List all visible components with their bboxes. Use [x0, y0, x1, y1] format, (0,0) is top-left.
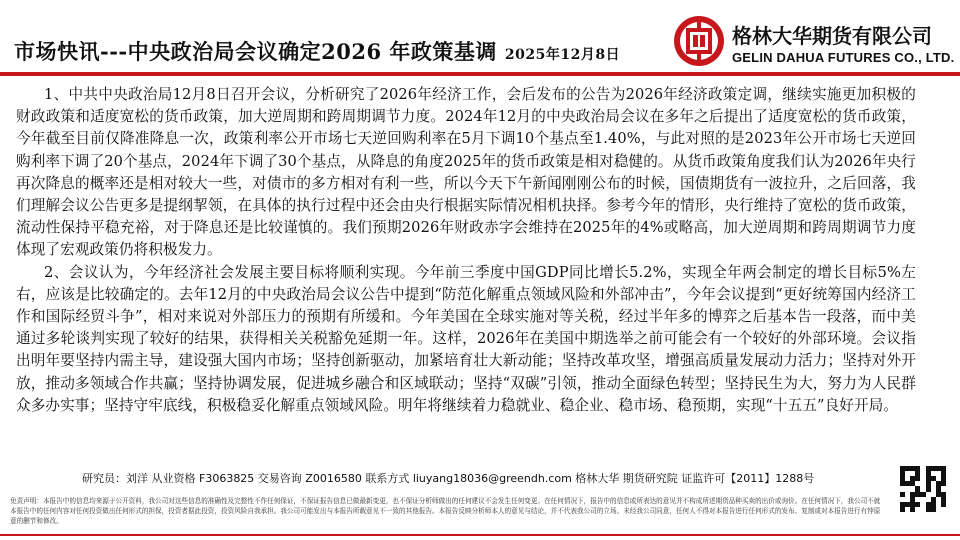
- header-divider: [0, 72, 960, 76]
- title-text: 市场快讯---中央政治局会议确定2026 年政策基调: [14, 39, 497, 64]
- brand-name-cn: 格林大华期货有限公司: [732, 24, 932, 48]
- header: [0, 0, 960, 74]
- footer-divider: [0, 534, 960, 536]
- page-title: [14, 36, 620, 66]
- article-body: [16, 84, 916, 417]
- paragraph-1: 1、中共中央政治局12月8日召开会议，分析研究了2026年经济工作，会后发布的公告为2026年经济政策定调，继续实施更加积极的财政政策和适度宽松的货币政策，加大逆周期和跨周期调节力度。2024年12月的中央政治局会议在多年之后提出了适度宽松的货币政策，今年截至目前仅降准降息一次，政策利率公开市场七天逆回购利率在5月下调10个基点至1.40%，与此对照的是2023年公开市场七天逆回购利率下调了20个基点，2024年下调了30个基点，从降息的角度2025年的货币政策是相对稳健的。从货币政策角度我们认为2026年央行再次降息的概率还是相对较大一些，对债市的多方相对有利一些，所以今天下午新闻刚刚公布的时候，国债期货有一波拉升，之后回落，我们理解会议公告更多是提纲挈领，在具体的执行过程中还会由央行根据实际情况相机抉择。参考今年的情形，央行维持了宽松的货币政策，流动性保持平稳充裕，对于降息还是比较谨慎的。我们预期2026年财政赤字会维持在2025年的4%或略高，加大逆周期和跨周期调节力度体现了宏观政策仍将积极发力。: [16, 86, 916, 259]
- gelin-logo-icon: [672, 14, 726, 68]
- paragraph-2: 2、会议认为，今年经济社会发展主要目标将顺利实现。今年前三季度中国GDP同比增长5.2%，实现全年两会制定的增长目标5%左右，应该是比较确定的。去年12月的中央政治局会议公告中提到“防范化解重点领域风险和外部冲击”，今年会议提到“更好统筹国内经济工作和国际经贸斗争”，相对来说对外部压力的预期有所缓和。今年美国在全球实施对等关税，经过半年多的博弈之后基本告一段落，而中美通过多轮谈判实现了较好的结果，获得相关关税豁免延期一年。这样，2026年在美国中期选举之前可能会有一个较好的外部环境。会议指出明年要坚持内需主导，建设强大国内市场；坚持创新驱动，加紧培育壮大新动能；坚持改革攻坚，增强高质量发展动力活力；坚持对外开放，推动多领域合作共赢；坚持协调发展，促进城乡融合和区域联动；坚持“双碳”引领，推动全面绿色转型；坚持民生为大，努力为人民群众多办实事；坚持守牢底线，积极稳妥化解重点领域风险。明年将继续着力稳就业、稳企业、稳市场、稳预期，实现“十五五”良好开局。: [16, 263, 916, 414]
- researcher-info: 研究员：刘洋 从业资格 F3063825 交易咨询 Z0016580 联系方式 liuyang18036@greendh.com 格林大华 期货研究院 证监许可【2011】1288号: [82, 472, 815, 485]
- report-date: 2025年12月8日: [504, 47, 621, 63]
- brand-name-en: GELIN DAHUA FUTURES CO., LTD.: [732, 50, 955, 65]
- qr-code-icon: [900, 466, 946, 512]
- company-logo: [672, 14, 955, 70]
- disclaimer: 免责声明：本报告中的信息均来源于公开资料，我公司对这些信息的准确性及完整性不作任何保证，不保证报告信息已做最新变更，也不保证分析师做出的任何建议不会发生任何变更。在任何情况下，报告中的信息或所表达的意见并不构成所述期货品种买卖的出价或询价。在任何情况下，我公司不就本报告中的任何内容对任何投资做出任何形式的担保，投资者据此投资，投资风险自我承担。我公司可能发出与本报告所载意见不一致的其他报告。本报告反映分析师本人的意见与结论，并不代表我公司的立场。未经我公司同意，任何人不得对本报告进行任何形式的发布、复制或对本报告进行有悖原意的删节和修改。: [10, 497, 881, 525]
